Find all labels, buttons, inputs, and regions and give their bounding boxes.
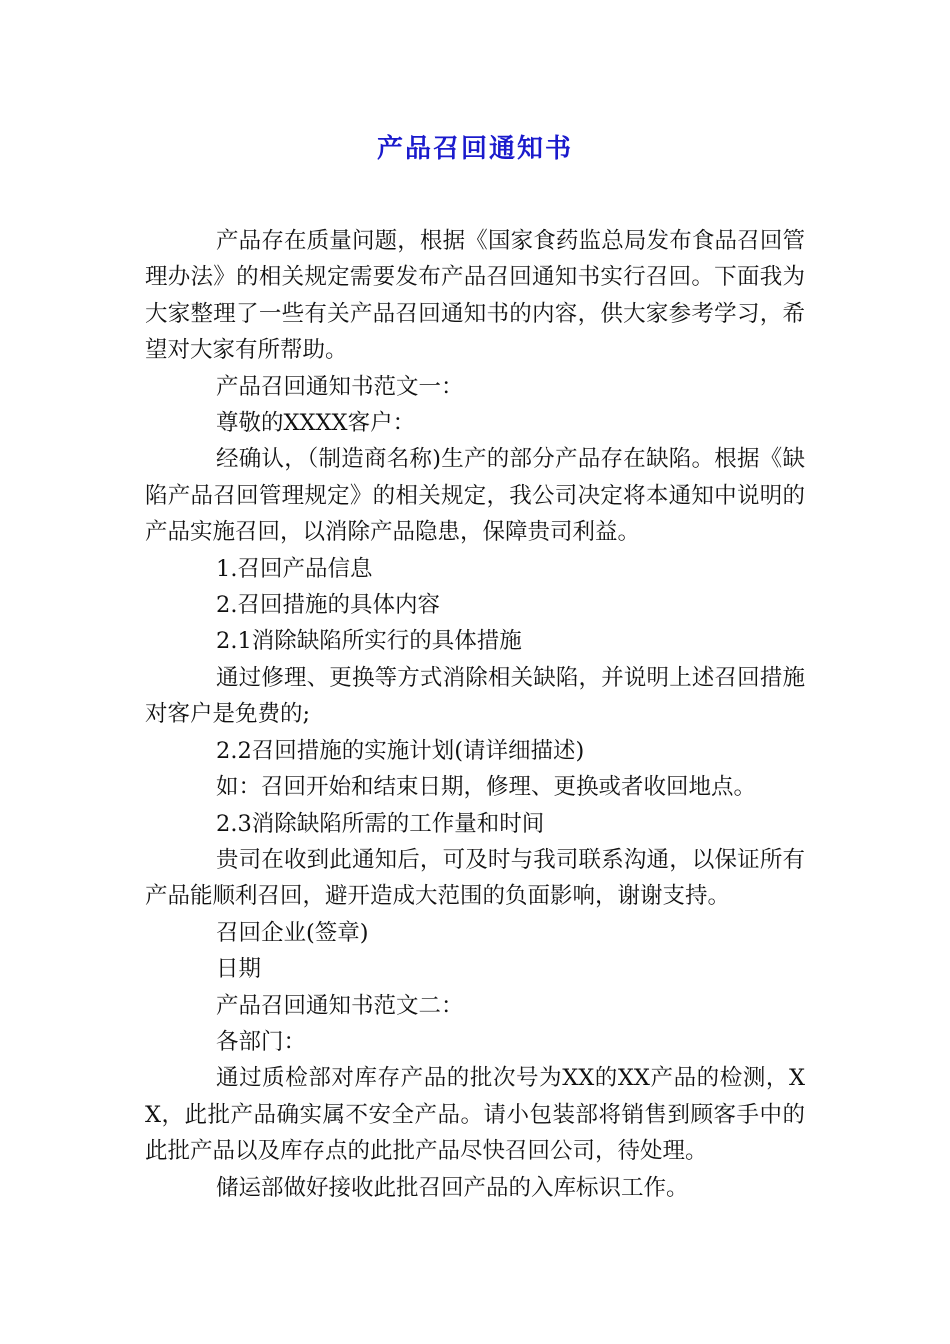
paragraph-contact: 贵司在收到此通知后，可及时与我司联系沟通，以保证所有产品能顺利召回，避开造成大范围的负面影响，谢谢支持。 [145, 846, 805, 910]
paragraph-departments: 各部门： [216, 1028, 307, 1055]
paragraph-measures: 通过修理、更换等方式消除相关缺陷，并说明上述召回措施对客户是免费的; [145, 664, 805, 728]
paragraph-storage: 储运部做好接收此批召回产品的入库标识工作。 [216, 1174, 689, 1201]
paragraph-inspection: 通过质检部对库存产品的批次号为XX的XX产品的检测，XX，此批产品确实属不安全产品。请小包装部将销售到顾客手中的此批产品以及库存点的此批产品尽快召回公司，待处理。 [145, 1065, 805, 1165]
paragraph-item-2-3: 2.3消除缺陷所需的工作量和时间 [216, 810, 545, 837]
paragraph-sample-one-heading: 产品召回通知书范文一： [216, 373, 464, 400]
paragraph-sample-two-heading: 产品召回通知书范文二： [216, 992, 464, 1019]
paragraph-recall-decision: 经确认，（制造商名称)生产的部分产品存在缺陷。根据《缺陷产品召回管理规定》的相关规定，我公司决定将本通知中说明的产品实施召回，以消除产品隐患，保障贵司利益。 [145, 446, 805, 546]
paragraph-salutation: 尊敬的XXXX客户： [216, 410, 416, 437]
paragraph-intro: 产品存在质量问题，根据《国家食药监总局发布食品召回管理办法》的相关规定需要发布产品召回通知书实行召回。下面我为大家整理了一些有关产品召回通知书的内容，供大家参考学习，希望对大家有所帮助。 [145, 228, 805, 364]
document-title: 产品召回通知书 [376, 134, 573, 164]
paragraph-signature: 召回企业(签章) [216, 919, 369, 946]
document-body [145, 223, 805, 1206]
paragraph-item-2-2: 2.2召回措施的实施计划(请详细描述) [216, 737, 585, 764]
paragraph-item-2: 2.召回措施的具体内容 [216, 592, 440, 619]
paragraph-date: 日期 [216, 956, 262, 983]
paragraph-item-1: 1.召回产品信息 [216, 555, 373, 582]
paragraph-item-2-1: 2.1消除缺陷所实行的具体措施 [216, 628, 522, 655]
paragraph-example: 如：召回开始和结束日期，修理、更换或者收回地点。 [216, 774, 757, 801]
